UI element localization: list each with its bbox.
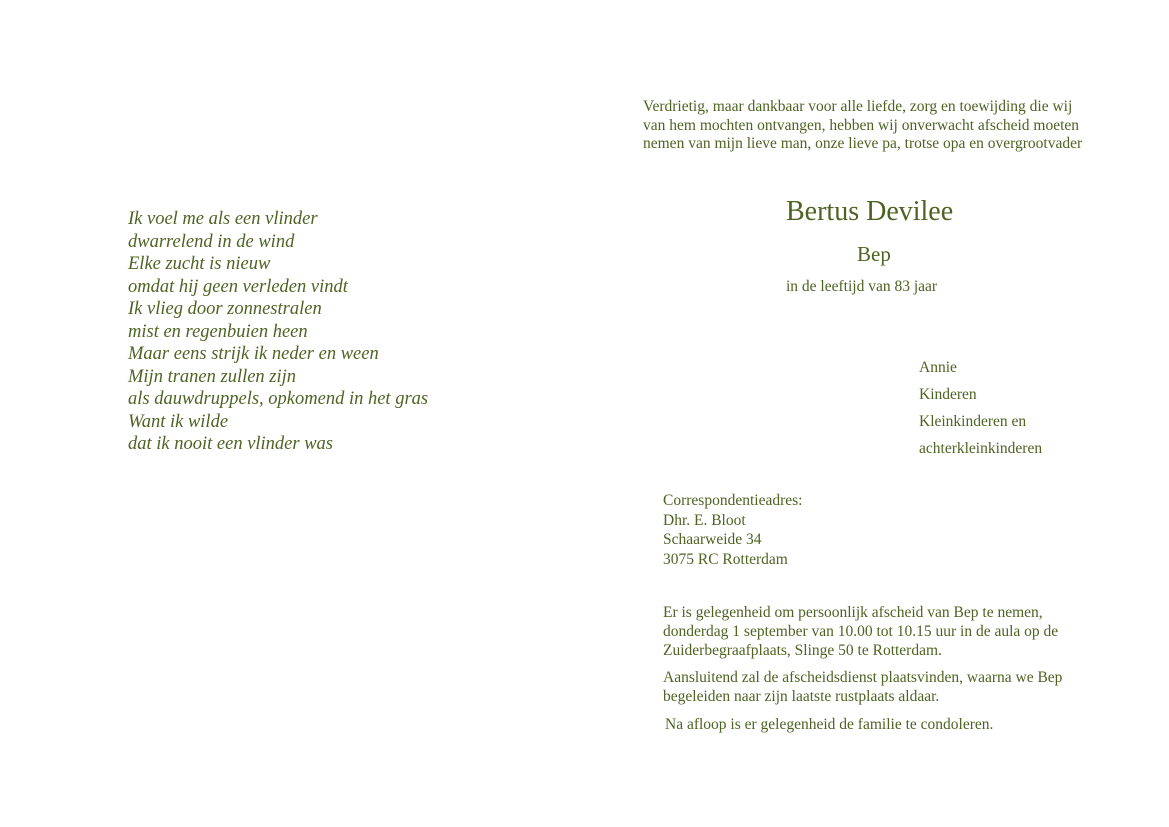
deceased-age: in de leeftijd van 83 jaar	[786, 278, 938, 295]
deceased-nickname: Bep	[857, 242, 891, 266]
poem-line: Ik voel me als een vlinder	[128, 209, 318, 229]
poem-line: Elke zucht is nieuw	[128, 254, 271, 274]
farewell-paragraph-2	[663, 668, 1062, 706]
family-list	[919, 354, 1042, 462]
poem-line: Mijn tranen zullen zijn	[128, 366, 297, 387]
farewell-paragraph-1	[663, 603, 1058, 660]
address-line: Schaarweide 34	[663, 531, 762, 548]
farewell-line: Er is gelegenheid om persoonlijk afscheid van Bep te nemen,	[663, 604, 1043, 621]
farewell-paragraph-3	[665, 715, 993, 734]
farewell-line: Zuiderbegraafplaats, Slinge 50 te Rotterdam.	[663, 642, 942, 659]
poem-line: Want ik wilde	[128, 411, 229, 432]
announcement-intro	[643, 98, 1082, 154]
poem-line: mist en regenbuien heen	[128, 321, 308, 342]
intro-line: nemen van mijn lieve man, onze lieve pa, trotse opa en overgrootvader	[643, 135, 1083, 153]
poem-line: Maar eens strijk ik neder en ween	[128, 344, 379, 364]
farewell-line: Na afloop is er gelegenheid de familie te condoleren.	[665, 716, 994, 733]
farewell-line: donderdag 1 september van 10.00 tot 10.15 uur in de aula op de	[663, 623, 1059, 640]
address-heading: Correspondentieadres:	[663, 492, 803, 509]
poem-line: Ik vlieg door zonnestralen	[128, 299, 322, 319]
deceased-name: Bertus Devilee	[786, 196, 954, 227]
family-item: achterkleinkinderen	[919, 440, 1043, 457]
farewell-line: begeleiden naar zijn laatste rustplaats aldaar.	[663, 688, 940, 705]
correspondence-address	[663, 491, 802, 569]
family-item: Kleinkinderen en	[919, 413, 1027, 430]
intro-line: van hem mochten ontvangen, hebben wij onverwacht afscheid moeten	[643, 116, 1080, 134]
intro-line: Verdrietig, maar dankbaar voor alle liefde, zorg en toewijding die wij	[643, 98, 1073, 115]
poem-line: omdat hij geen verleden vindt	[128, 276, 348, 297]
poem-line: dat ik nooit een vlinder was	[128, 434, 334, 454]
farewell-line: Aansluitend zal de afscheidsdienst plaatsvinden, waarna we Bep	[663, 669, 1063, 686]
family-item: Annie	[919, 359, 957, 376]
poem-line: als dauwdruppels, opkomend in het gras	[128, 389, 429, 409]
address-line: 3075 RC Rotterdam	[663, 550, 788, 568]
poem	[128, 208, 428, 456]
poem-line: dwarrelend in de wind	[128, 231, 295, 252]
address-line: Dhr. E. Bloot	[663, 511, 746, 529]
family-item: Kinderen	[919, 386, 977, 403]
